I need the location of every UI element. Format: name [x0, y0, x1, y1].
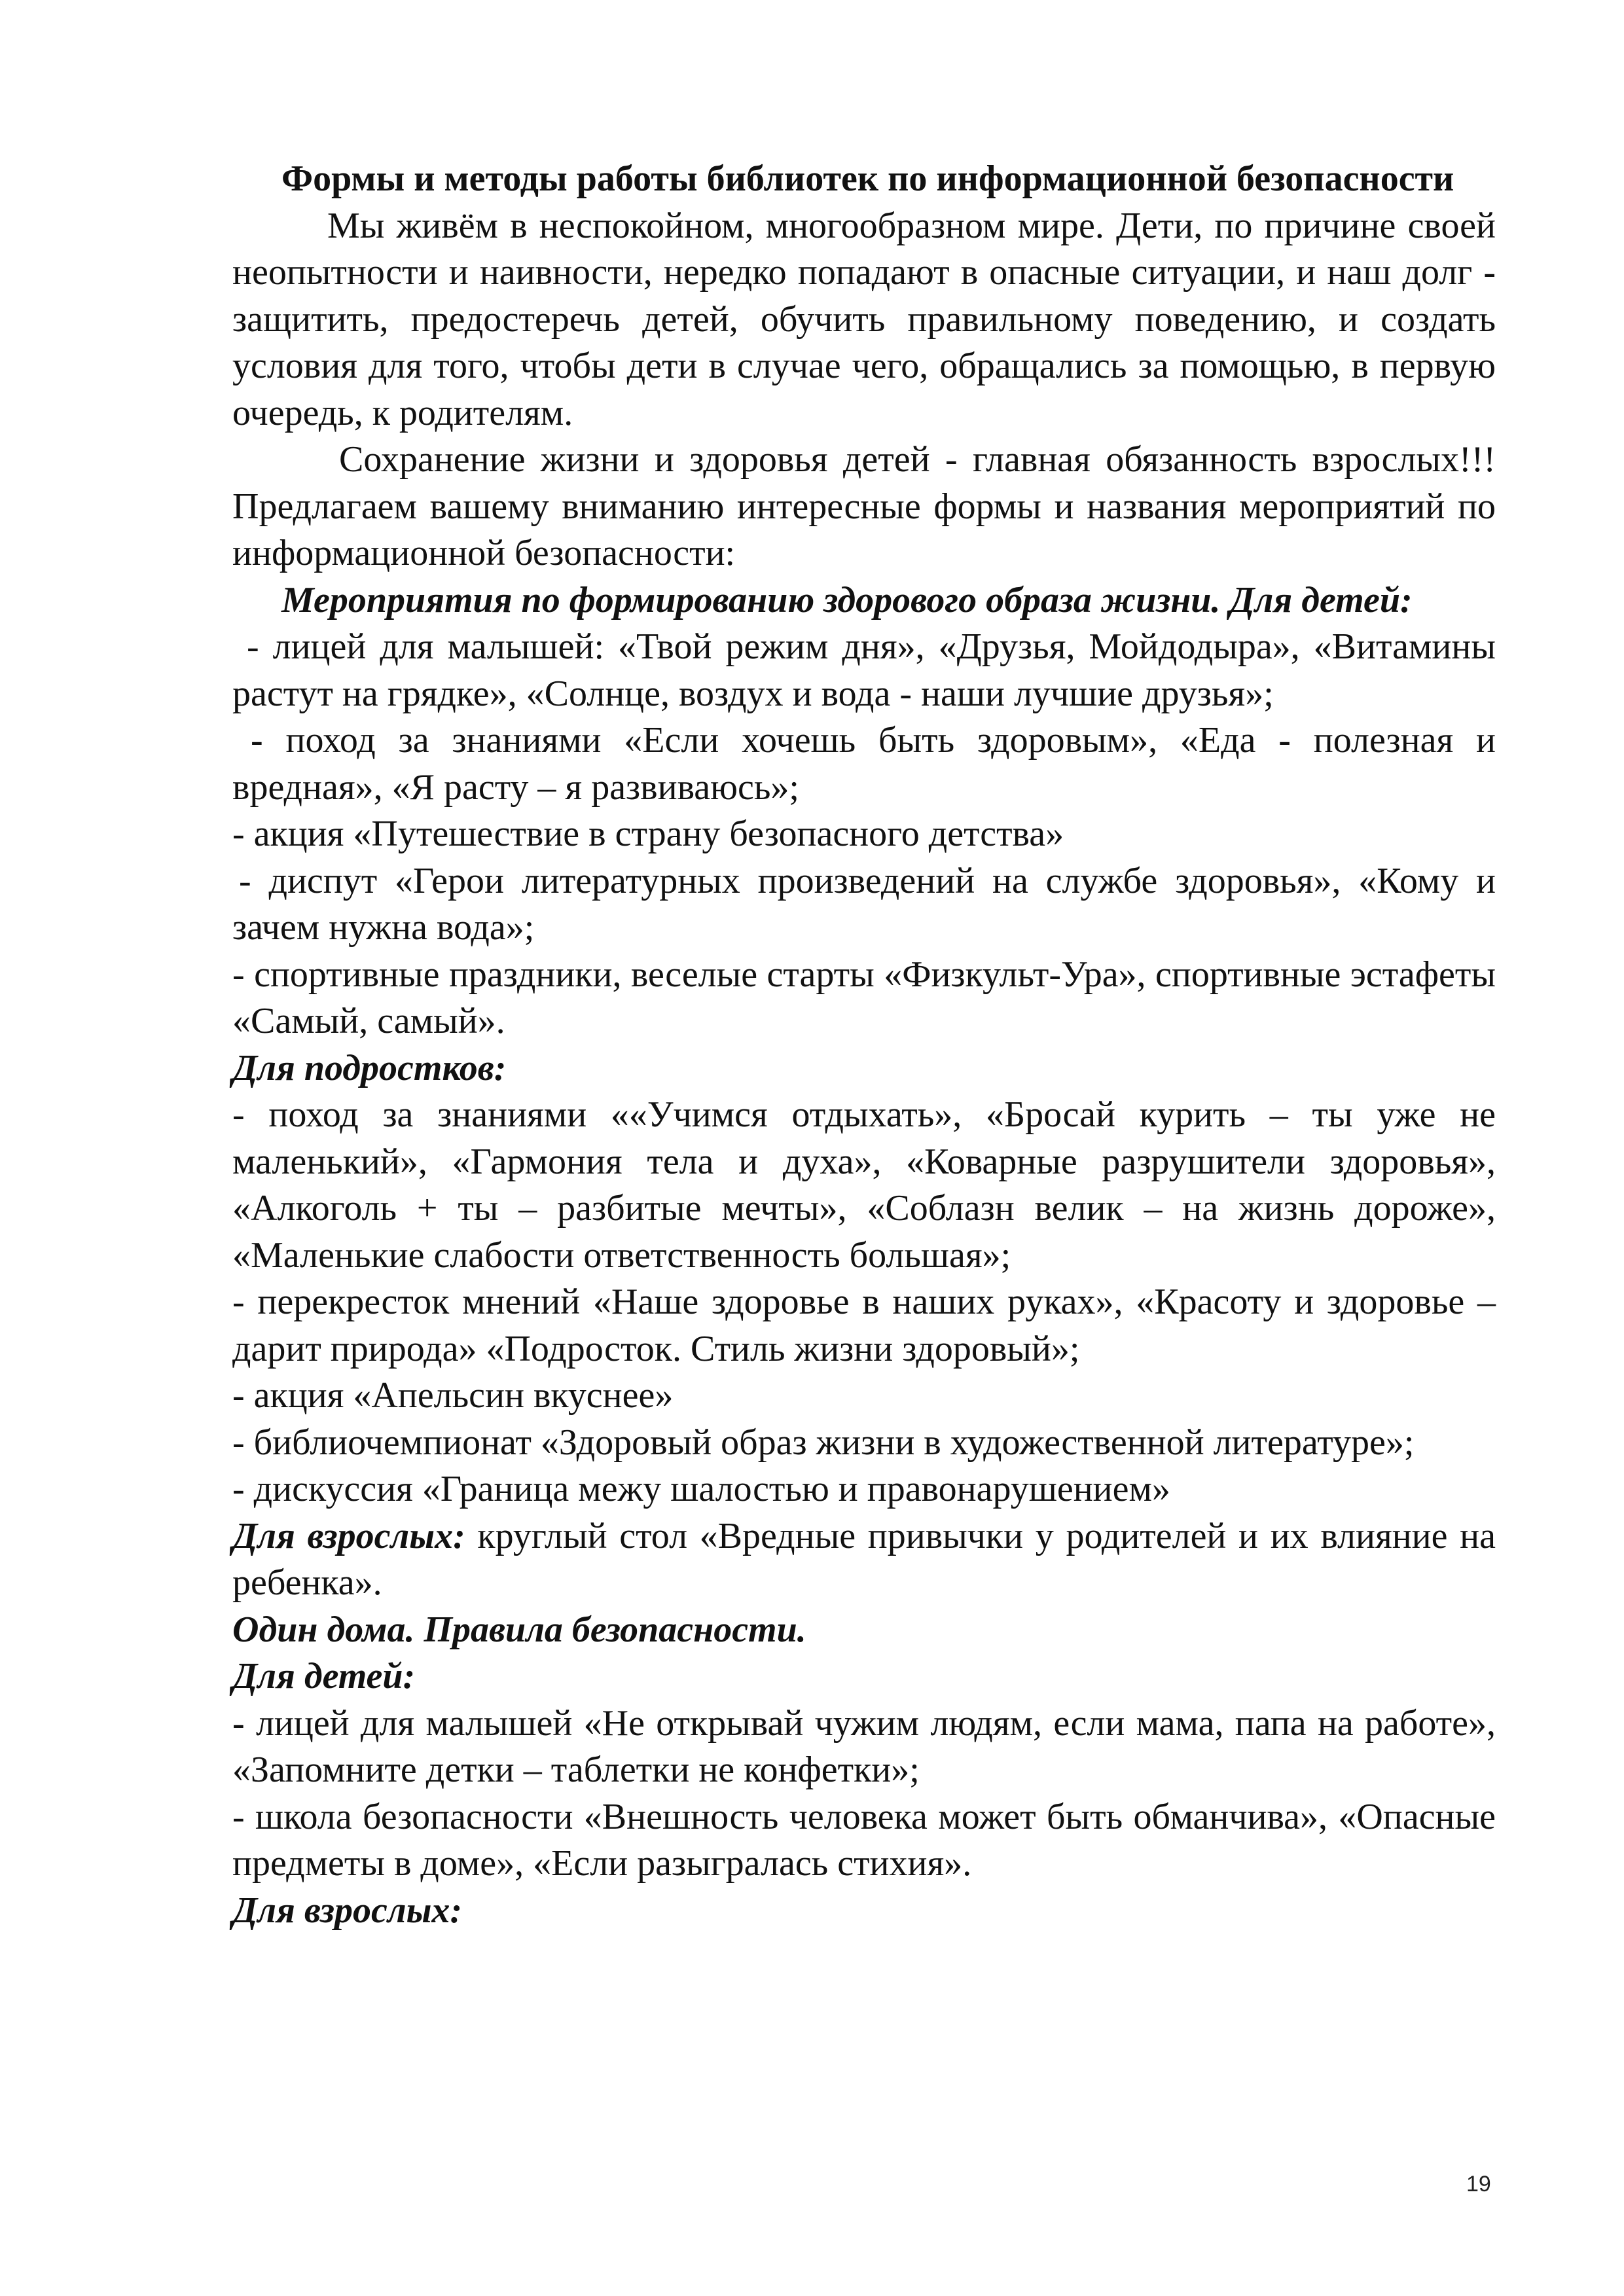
- document-title: Формы и методы работы библиотек по информационной безопасности: [281, 158, 1454, 199]
- list-item: - лицей для малышей: «Твой режим дня», «Друзья, Мойдодыра», «Витамины растут на грядке», «Солнце, воздух и вода - наши лучшие друзья»;: [232, 626, 1496, 714]
- list-item: - дискуссия «Граница межу шалостью и правонарушением»: [232, 1469, 1170, 1509]
- list-item: - перекресток мнений «Наше здоровье в наших руках», «Красоту и здоровье – дарит природа» «Подросток. Стиль жизни здоровый»;: [232, 1282, 1496, 1369]
- list-item: - поход за знаниями «Если хочешь быть здоровым», «Еда - полезная и вредная», «Я расту – я развиваюсь»;: [232, 720, 1496, 808]
- adults-label: Для взрослых:: [232, 1515, 465, 1556]
- section-home-alone-heading: Один дома. Правила безопасности.: [232, 1609, 806, 1650]
- document-body: [232, 156, 1496, 1934]
- children-heading: Для детей:: [232, 1656, 416, 1696]
- teens-heading: Для подростков:: [232, 1047, 507, 1088]
- adults-paragraph: [232, 1513, 1496, 1607]
- list-item: - лицей для малышей «Не открывай чужим людям, если мама, папа на работе», «Запомните детки – таблетки не конфетки»;: [232, 1702, 1496, 1790]
- adults-text: круглый стол «Вредные привычки у родителей и их влияние на ребенка».: [232, 1515, 1496, 1603]
- adults-heading: Для взрослых:: [232, 1890, 463, 1931]
- list-item: - акция «Апельсин вкуснее»: [232, 1375, 674, 1416]
- list-item: - школа безопасности «Внешность человека может быть обманчива», «Опасные предметы в доме», «Если разыгралась стихия».: [232, 1796, 1496, 1884]
- page-number: 19: [1466, 2172, 1491, 2197]
- list-item: - диспут «Герои литературных произведений на службе здоровья», «Кому и зачем нужна вода»;: [232, 860, 1496, 948]
- list-item: - библиочемпионат «Здоровый образ жизни в художественной литературе»;: [232, 1422, 1415, 1463]
- list-item: - поход за знаниями ««Учимся отдыхать», «Бросай курить – ты уже не маленький», «Гармония тела и духа», «Коварные разрушители здоровья», «Алкоголь + ты – разбитые мечты», «Соблазн велик – на жизнь дороже», «Маленькие слабости ответственность большая»;: [232, 1094, 1496, 1276]
- list-item: - акция «Путешествие в страну безопасного детства»: [232, 814, 1064, 854]
- intro-paragraph-1: Мы живём в неспокойном, многообразном мире. Дети, по причине своей неопытности и наивности, нередко попадают в опасные ситуации, и наш долг - защитить, предостеречь детей, обучить правильному поведению, и создать условия для того, чтобы дети в случае чего, обращались за помощью, в первую очередь, к родителям.: [232, 205, 1496, 433]
- intro-paragraph-2: Сохранение жизни и здоровья детей - главная обязанность взрослых!!! Предлагаем вашему вниманию интересные формы и названия мероприятий по информационной безопасности:: [232, 439, 1496, 573]
- section-health-heading: Мероприятия по формированию здорового образа жизни. Для детей:: [281, 579, 1413, 620]
- list-item: - спортивные праздники, веселые старты «Физкульт-Ура», спортивные эстафеты «Самый, самый».: [232, 954, 1496, 1041]
